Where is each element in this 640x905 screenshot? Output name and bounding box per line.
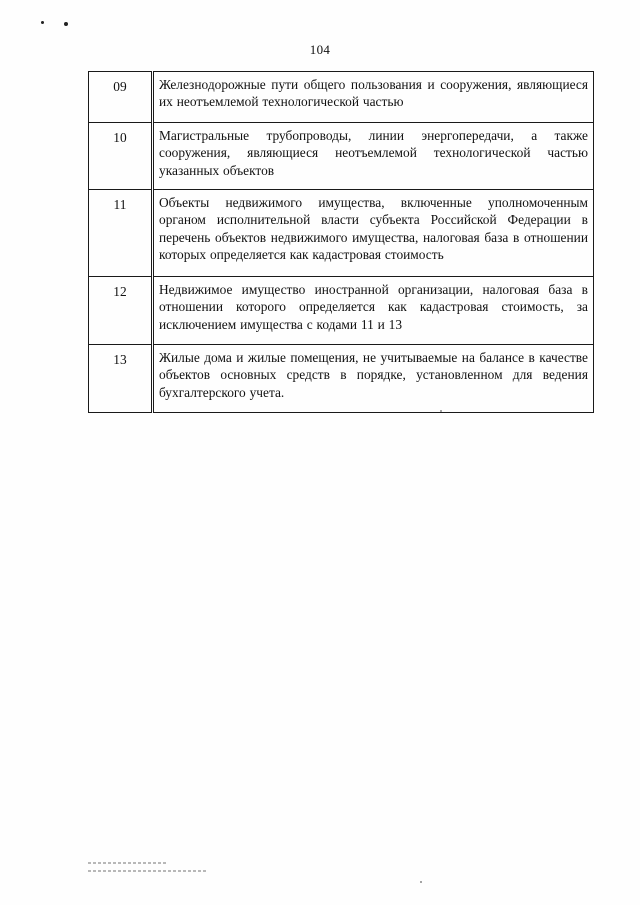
property-description: Железнодорожные пути общего пользования и сооружения, являющиеся их неотъемлемой технологической частью (153, 72, 594, 123)
table-row (89, 345, 594, 413)
property-description: Недвижимое имущество иностранной организации, налоговая база в отношении которого определяется как кадастровая стоимость, за исключением имущества с кодами 11 и 13 (153, 277, 594, 345)
property-description: Жилые дома и жилые помещения, не учитываемые на балансе в качестве объектов основных средств в порядке, установленном для ведения бухгалтерского учета. (153, 345, 594, 413)
property-code: 10 (89, 123, 153, 190)
property-code: 13 (89, 345, 153, 413)
table-row (89, 123, 594, 190)
page-number: 104 (309, 42, 331, 57)
scan-speck (41, 21, 44, 24)
table-row (89, 190, 594, 277)
property-description: Объекты недвижимого имущества, включенные уполномоченным органом исполнительной власти субъекта Российской Федерации в перечень объектов недвижимого имущества, налоговая база в отношении которых определяется как кадастровая стоимость (153, 190, 594, 277)
faded-registration-stamp (88, 862, 218, 882)
property-code: 11 (89, 190, 153, 277)
stamp-line (88, 870, 206, 872)
property-description: Магистральные трубопроводы, линии энергопередачи, а также сооружения, являющиеся неотъемлемой технологической частью указанных объектов (153, 123, 594, 190)
table-row (89, 72, 594, 123)
stamp-line (88, 862, 168, 864)
scan-speck (64, 22, 68, 26)
property-code-table (88, 71, 594, 413)
table-row (89, 277, 594, 345)
scan-speck (420, 881, 422, 883)
property-code: 12 (89, 277, 153, 345)
scan-speck (440, 410, 442, 412)
property-code: 09 (89, 72, 153, 123)
